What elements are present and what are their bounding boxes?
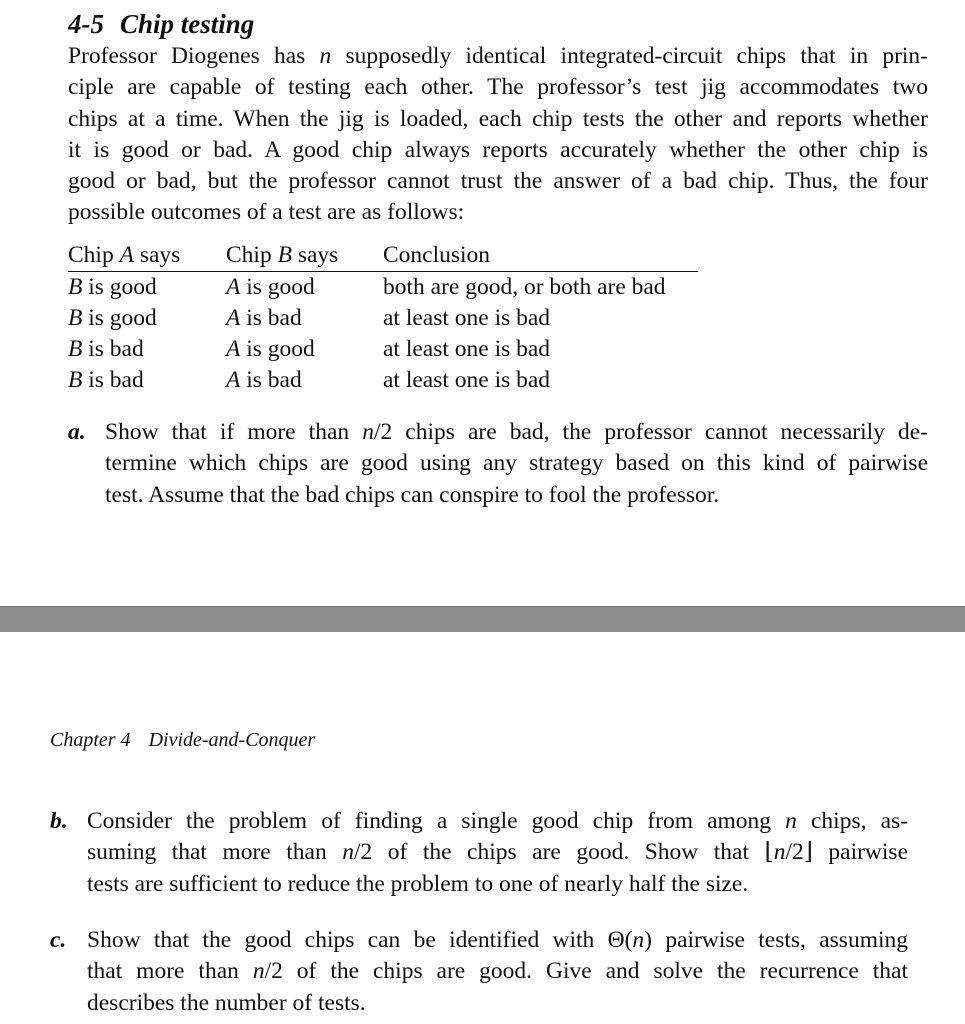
math-variable: B bbox=[277, 242, 292, 268]
text-line bbox=[105, 480, 928, 511]
text-line bbox=[87, 837, 908, 868]
table-row bbox=[68, 334, 698, 365]
part-a bbox=[68, 417, 928, 511]
cell-chip-a-says bbox=[68, 334, 226, 365]
cell-chip-a-says bbox=[68, 303, 226, 334]
text-run: it is good or bad. A good chip always reports accurately whether the other chip is bbox=[68, 136, 928, 163]
running-head-chapter: Chapter 4 bbox=[50, 729, 131, 751]
running-head bbox=[50, 728, 315, 752]
math-variable: A bbox=[119, 242, 134, 268]
text-line bbox=[68, 197, 928, 228]
math-variable: n bbox=[252, 958, 265, 985]
text-run: is bad bbox=[82, 367, 144, 393]
text-line bbox=[105, 417, 928, 448]
text-run: is bad bbox=[240, 367, 302, 393]
text-line bbox=[87, 806, 908, 837]
math-variable: B bbox=[68, 305, 83, 331]
text-line bbox=[68, 41, 928, 72]
col-header-chip-b bbox=[226, 240, 383, 272]
text-run: Show that if more than bbox=[105, 419, 363, 445]
math-variable: n bbox=[632, 927, 645, 953]
math-variable: n bbox=[785, 808, 797, 834]
text-run: Professor Diogenes has bbox=[68, 43, 320, 69]
text-run: describes the number of tests. bbox=[87, 989, 366, 1016]
math-variable: B bbox=[68, 274, 83, 300]
col-header-chip-a bbox=[68, 240, 226, 272]
problem-statement bbox=[68, 41, 928, 229]
cell-chip-b-says bbox=[226, 365, 383, 396]
part-a-text bbox=[105, 417, 928, 511]
cell-chip-b-says bbox=[226, 334, 383, 365]
cell-chip-b-says bbox=[226, 303, 383, 334]
math-variable: B bbox=[68, 336, 83, 362]
text-run: both are good, or both are bad bbox=[383, 274, 666, 300]
running-head-title: Divide-and-Conquer bbox=[148, 729, 316, 751]
text-line bbox=[87, 925, 908, 956]
text-run: Show that the good chips can be identified with Θ( bbox=[87, 927, 633, 953]
table-row bbox=[68, 272, 698, 304]
text-run: possible outcomes of a test are as follows: bbox=[68, 199, 465, 226]
part-c-text bbox=[87, 925, 908, 1019]
text-line bbox=[68, 135, 928, 166]
cell-conclusion bbox=[383, 272, 698, 304]
text-run: chips at a time. When the jig is loaded, each chip tests the other and reports whether bbox=[68, 105, 928, 132]
text-line bbox=[68, 72, 928, 103]
part-b bbox=[50, 806, 908, 900]
text-run: termine which chips are good using any strategy based on this kind of pairwise bbox=[105, 450, 928, 477]
part-b-label: b. bbox=[50, 808, 68, 834]
text-line bbox=[105, 448, 928, 479]
text-line bbox=[87, 988, 908, 1019]
text-run: good or bad, but the professor cannot trust the answer of a bad chip. Thus, the four bbox=[68, 168, 928, 195]
text-run: at least one is bad bbox=[383, 367, 551, 393]
part-c bbox=[50, 925, 908, 1019]
problem-number: 4-5 bbox=[68, 9, 104, 39]
page-divider bbox=[0, 606, 965, 634]
text-run: chips, as- bbox=[796, 808, 908, 834]
problem-heading bbox=[68, 9, 254, 39]
math-variable: n bbox=[362, 419, 374, 445]
text-run: is good bbox=[240, 336, 315, 362]
text-run: supposedly identical integrated-circuit chips that in prin- bbox=[331, 43, 929, 69]
table-row bbox=[68, 303, 698, 334]
text-run: ciple are capable of testing each other. The professor’s test jig accommodates two bbox=[68, 74, 928, 101]
text-run: Chip bbox=[226, 242, 278, 268]
math-variable: A bbox=[226, 305, 241, 331]
text-line bbox=[87, 956, 908, 987]
text-run: is bad bbox=[240, 305, 302, 331]
text-run: that more than bbox=[87, 958, 253, 985]
text-run: Conclusion bbox=[383, 242, 491, 268]
text-run: tests are sufficient to reduce the problem to one of nearly half the size. bbox=[87, 870, 749, 897]
text-run: suming that more than bbox=[87, 839, 343, 866]
text-line bbox=[68, 104, 928, 135]
math-variable: A bbox=[226, 367, 241, 393]
math-variable: n bbox=[342, 839, 354, 866]
text-run: test. Assume that the bad chips can conspire to fool the professor. bbox=[105, 481, 720, 508]
col-header-conclusion bbox=[383, 240, 698, 272]
problem-title: Chip testing bbox=[120, 9, 255, 39]
text-run: is good bbox=[240, 274, 315, 300]
cell-conclusion bbox=[383, 334, 698, 365]
text-run: ) pairwise tests, assuming bbox=[644, 927, 909, 953]
part-c-label: c. bbox=[50, 927, 67, 953]
table-header-row bbox=[68, 240, 698, 272]
cell-chip-a-says bbox=[68, 272, 226, 304]
cell-chip-a-says bbox=[68, 365, 226, 396]
text-line bbox=[87, 869, 908, 900]
cell-conclusion bbox=[383, 365, 698, 396]
text-run: is good bbox=[82, 274, 157, 300]
math-variable: B bbox=[68, 367, 83, 393]
math-variable: n bbox=[773, 839, 786, 866]
table-row bbox=[68, 365, 698, 396]
text-run: is good bbox=[82, 305, 157, 331]
text-run: at least one is bad bbox=[383, 336, 551, 362]
test-outcomes-table bbox=[68, 240, 698, 396]
text-run: /2 chips are bad, the professor cannot necessarily de- bbox=[373, 419, 928, 445]
part-a-label: a. bbox=[68, 419, 86, 445]
text-line bbox=[68, 166, 928, 197]
text-run: /2 of the chips are good. Give and solve the recurrence that bbox=[264, 958, 908, 985]
math-variable: A bbox=[226, 336, 241, 362]
text-run: Chip bbox=[68, 242, 120, 268]
part-b-text bbox=[87, 806, 908, 900]
text-run: says bbox=[291, 242, 339, 268]
text-run: at least one is bad bbox=[383, 305, 551, 331]
cell-chip-b-says bbox=[226, 272, 383, 304]
text-run: Consider the problem of finding a single good chip from among bbox=[87, 808, 786, 834]
cell-conclusion bbox=[383, 303, 698, 334]
math-variable: A bbox=[226, 274, 241, 300]
text-run: is bad bbox=[82, 336, 144, 362]
text-run: /2 of the chips are good. Show that ⌊ bbox=[353, 839, 774, 866]
text-run: /2⌋ pairwise bbox=[785, 839, 909, 866]
text-run: says bbox=[133, 242, 181, 268]
math-variable: n bbox=[319, 43, 332, 69]
